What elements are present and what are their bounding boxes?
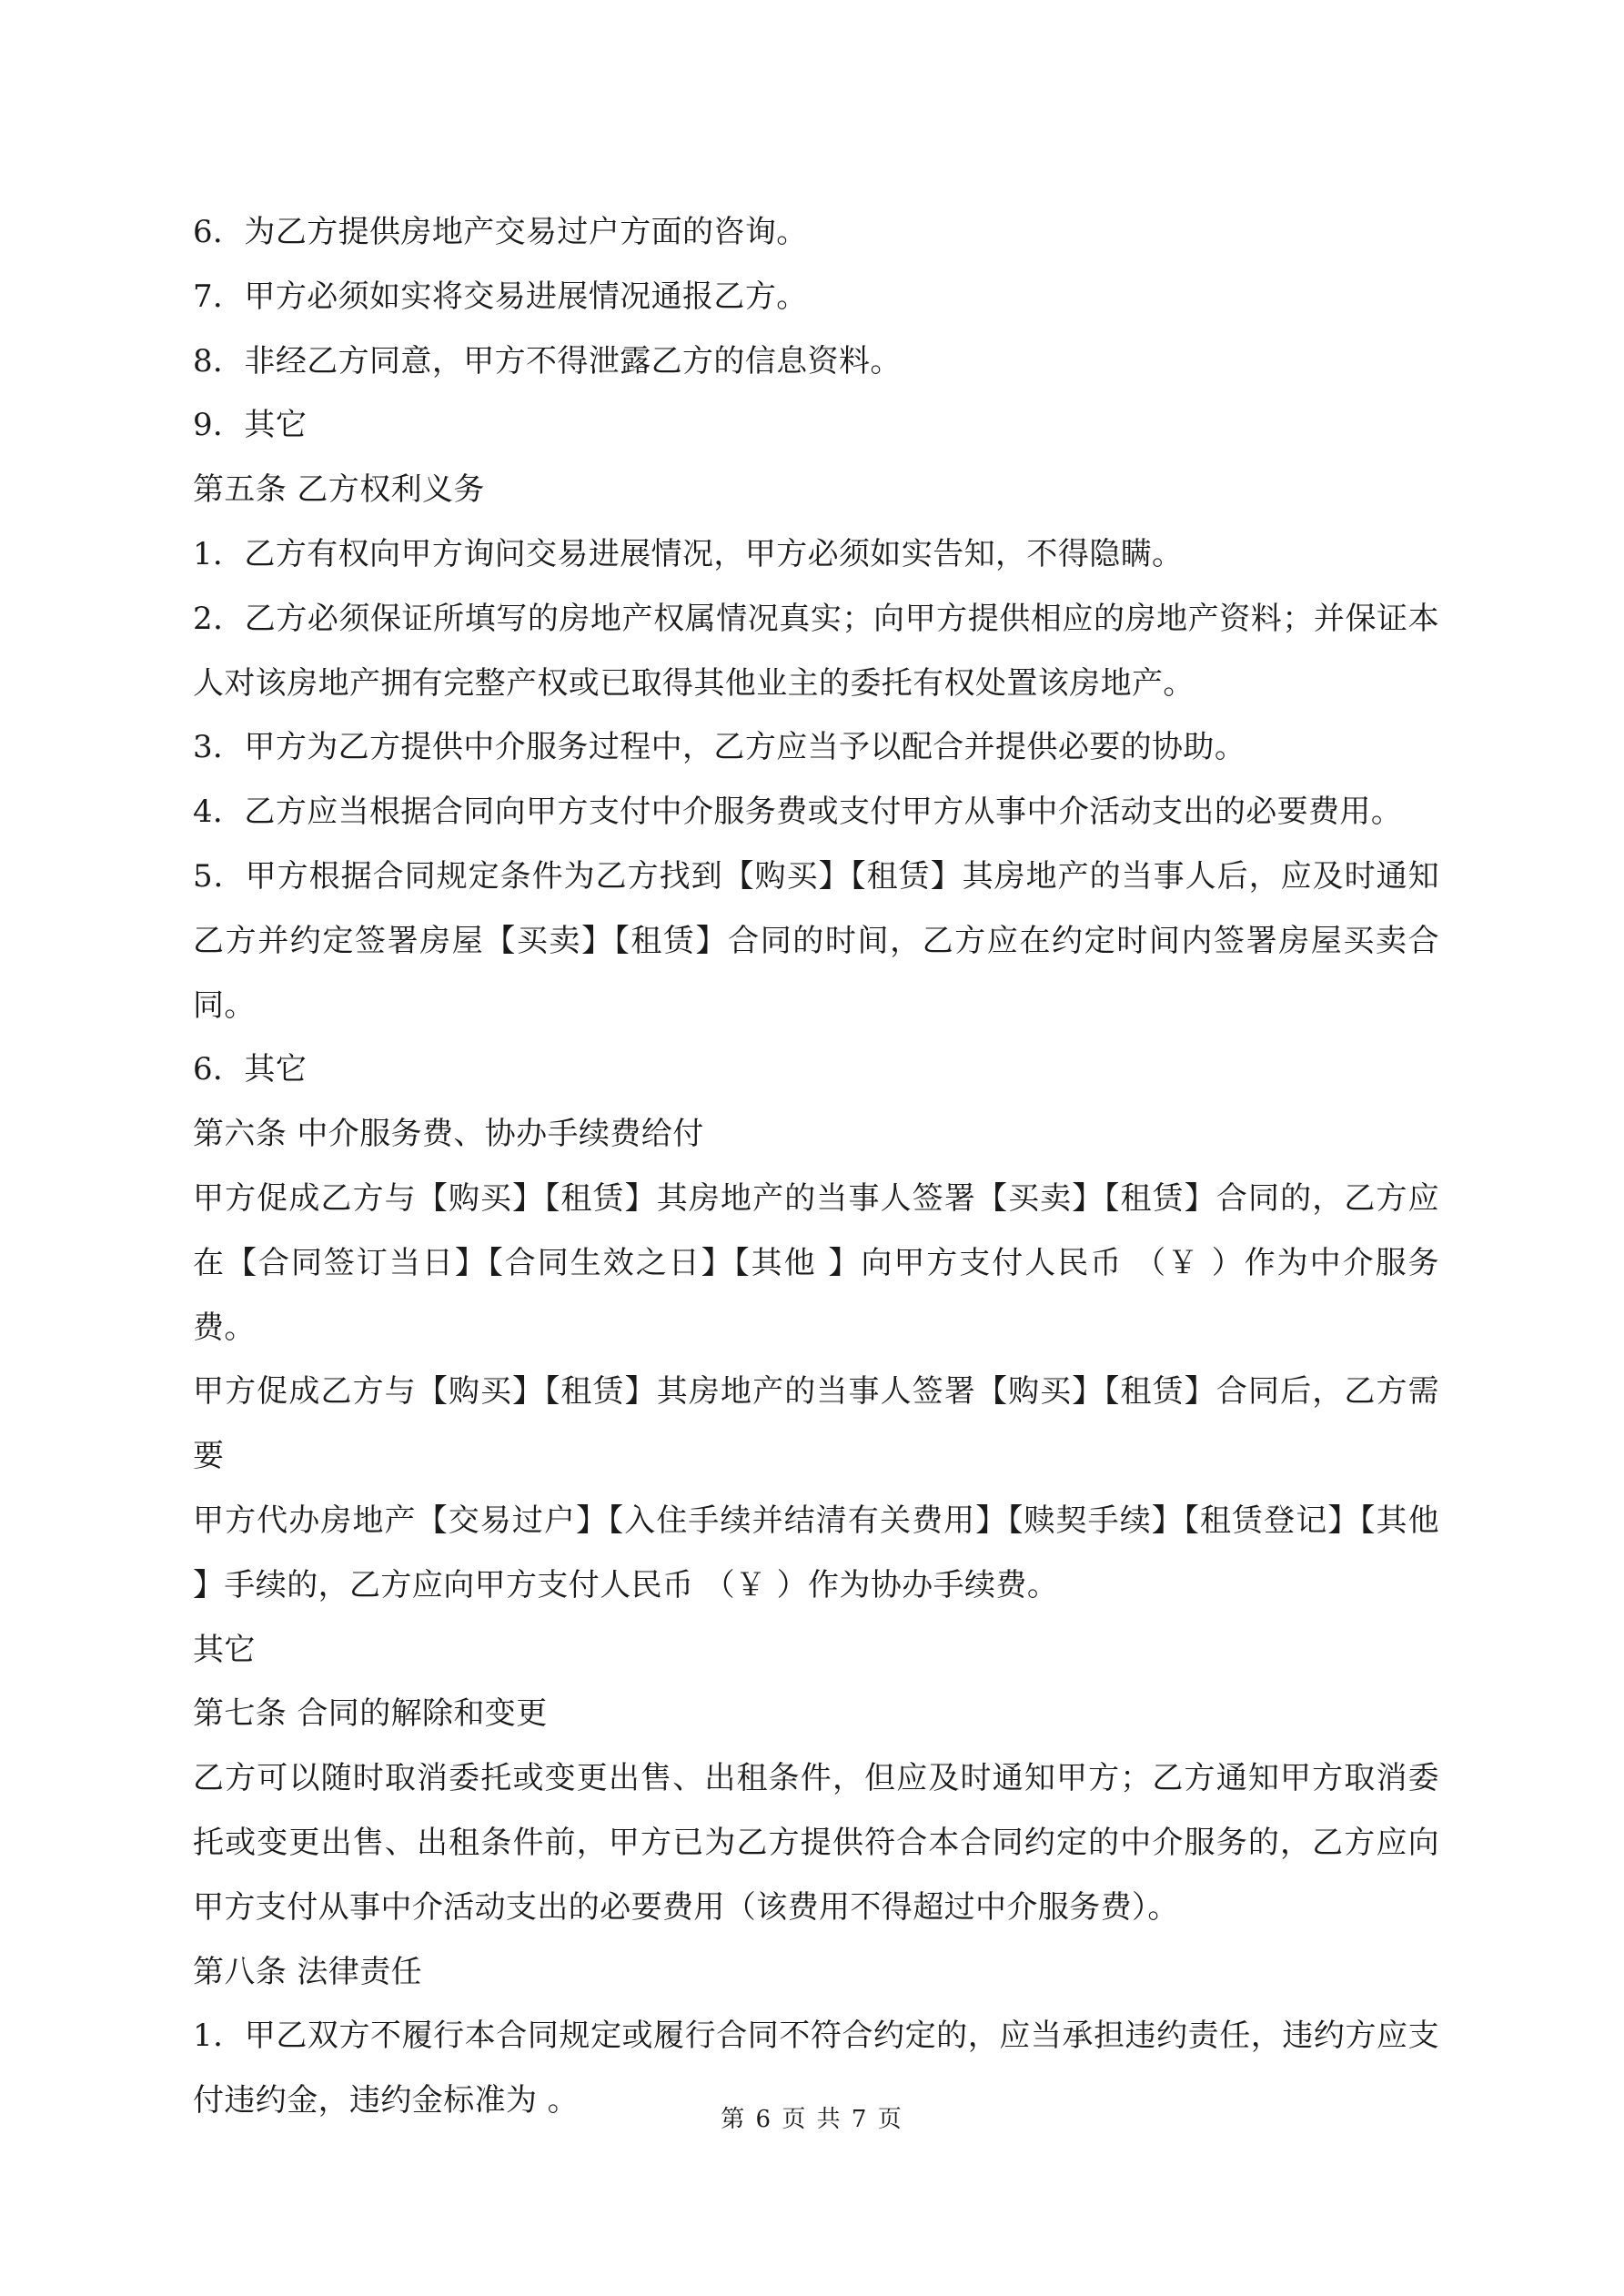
clause-7-report-progress: 7．甲方必须如实将交易进展情况通报乙方。 [193, 278, 808, 315]
article-6-assist-intro: 甲方促成乙方与【购买】【租赁】其房地产的当事人签署【购买】【租赁】合同后，乙方需要 [193, 1373, 1439, 1475]
page-number-footer: 第 6 页 共 7 页 [721, 2106, 903, 2133]
article-5-item-1: 1．乙方有权向甲方询问交易进展情况，甲方必须如实告知，不得隐瞒。 [193, 535, 1184, 572]
article-5-item-6: 6．其它 [193, 1051, 308, 1088]
article-7-body: 乙方可以随时取消委托或变更出售、出租条件，但应及时通知甲方；乙方通知甲方取消委托或变更出售、出租条件前，甲方已为乙方提供符合本合同约定的中介服务的，乙方应向甲方支付从事中介活动支出的必要费用（该费用不得超过中介服务费）。 [193, 1760, 1439, 1926]
clause-6-consultation: 6．为乙方提供房地产交易过户方面的咨询。 [193, 214, 808, 250]
article-5-item-3: 3．甲方为乙方提供中介服务过程中，乙方应当予以配合并提供必要的协助。 [193, 729, 1246, 766]
article-7-heading: 第七条 合同的解除和变更 [193, 1695, 548, 1733]
article-8-item-1: 1．甲乙双方不履行本合同规定或履行合同不符合约定的，应当承担违约责任，违约方应支付违约金，违约金标准为 。 [193, 2018, 1439, 2119]
article-6-service-fee: 甲方促成乙方与【购买】【租赁】其房地产的当事人签署【买卖】【租赁】合同的，乙方应在【合同签订当日】【合同生效之日】【其他 】向甲方支付人民币 （￥ ）作为中介服务费。 [193, 1179, 1439, 1346]
article-8-heading: 第八条 法律责任 [193, 1953, 423, 1990]
clause-9-other: 9．其它 [193, 407, 308, 444]
article-6-other: 其它 [193, 1631, 256, 1668]
article-5-item-4: 4．乙方应当根据合同向甲方支付中介服务费或支付甲方从事中介活动支出的必要费用。 [193, 794, 1403, 831]
clause-8-confidentiality: 8．非经乙方同意，甲方不得泄露乙方的信息资料。 [193, 342, 902, 379]
article-5-item-5: 5．甲方根据合同规定条件为乙方找到【购买】【租赁】其房地产的当事人后，应及时通知乙方并约定签署房屋【买卖】【租赁】合同的时间，乙方应在约定时间内签署房屋买卖合同。 [193, 857, 1439, 1024]
article-6-assist-fee: 甲方代办房地产【交易过户】【入住手续并结清有关费用】【赎契手续】【租赁登记】【其他 】手续的，乙方应向甲方支付人民币 （￥ ）作为协办手续费。 [193, 1502, 1439, 1603]
article-5-item-2: 2．乙方必须保证所填写的房地产权属情况真实；向甲方提供相应的房地产资料；并保证本人对该房地产拥有完整产权或已取得其他业主的委托有权处置该房地产。 [193, 600, 1439, 702]
document-body [193, 200, 1439, 2133]
article-5-heading: 第五条 乙方权利义务 [193, 471, 485, 509]
article-6-heading: 第六条 中介服务费、协办手续费给付 [193, 1116, 704, 1153]
